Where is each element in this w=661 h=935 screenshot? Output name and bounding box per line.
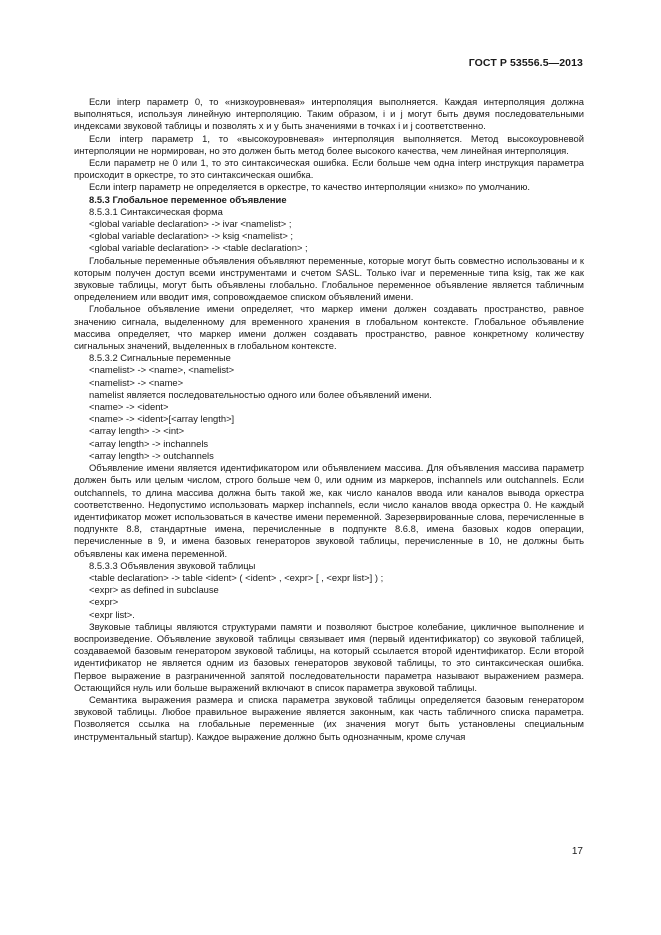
grammar-line: <array length> -> <int> xyxy=(89,425,185,437)
grammar-line: <global variable declaration> -> <table declaration> ; xyxy=(89,242,308,254)
section-heading-8-5-3: 8.5.3 Глобальное переменное объявление xyxy=(89,193,287,205)
grammar-line: <expr> xyxy=(89,596,119,608)
page-number: 17 xyxy=(571,846,583,857)
grammar-line: <name> -> <ident> xyxy=(89,401,169,413)
paragraph: Глобальное объявление имени определяет, что маркер имени должен создавать пространство, равное значению сигнала, выделенному для временного хранения в глобальном контексте. Глобальное объявление массива определяет, что маркер имени должен создавать пространство, равное конкретному количеству сигнальных значений, выделенных в глобальном контексте. xyxy=(74,303,584,352)
paragraph: Глобальные переменные объявления объявляют переменные, которые могут быть совместно использованы и к которым получен доступ всеми инструментами и счетом SASL. Только ivar и переменные типа ksig, так же как звуковые таблицы, могут быть объявлены глобально. Глобальное переменное объявление является табличным определением или вводит имя, сопровождаемое списком объявлений имени. xyxy=(74,254,584,303)
grammar-line: <namelist> -> <name> xyxy=(89,376,184,388)
paragraph: Объявление имени является идентификатором или объявлением массива. Для объявления массива параметр должен быть или целым числом, строго больше чем 0, или одним из маркеров, inchannels или outchannels. Если outchannels, то длина массива должна быть такой же, как число каналов ввода или каналов вывода оркестра соответственно. Недопустимо использовать маркер inchannels, если число каналов ввода оркестра 0. Не каждый идентификатор может использоваться в качестве имени переменной. Зарезервированные слова, перечисленные в подпункте 8.8, стандартные имена, перечисленные в подпункте 8.6.8, имена базовых кодов операции, перечисленные в 9, и имена базовых генераторов звуковой таблицы, перечисленные в 10, не должны быть объявлены как имена переменной. xyxy=(74,462,584,559)
grammar-line: <expr list>. xyxy=(89,608,135,620)
subsection-heading-8-5-3-1: 8.5.3.1 Синтаксическая форма xyxy=(89,205,223,217)
paragraph: Если interp параметр 1, то «высокоуровневая» интерполяция выполняется. Метод высокоуровневой интерполяции не нормирован, но это должен быть метод более высокого качества, чем линейная интерполяция. xyxy=(74,132,584,156)
document-id-header: ГОСТ Р 53556.5—2013 xyxy=(468,57,583,69)
paragraph: Если interp параметр не определяется в оркестре, то качество интерполяции «низко» по умолчанию. xyxy=(89,181,531,193)
grammar-line: <array length> -> inchannels xyxy=(89,437,209,449)
grammar-line: <global variable declaration> -> ksig <namelist> ; xyxy=(89,230,294,242)
document-body xyxy=(74,96,584,743)
grammar-line: <name> -> <ident>[<array length>] xyxy=(89,413,235,425)
subsection-heading-8-5-3-3: 8.5.3.3 Объявления звуковой таблицы xyxy=(89,559,256,571)
grammar-line: <table declaration> -> table <ident> ( <ident> , <expr> [ , <expr list>] ) ; xyxy=(89,571,384,583)
grammar-line: <array length> -> outchannels xyxy=(89,449,214,461)
grammar-note: namelist является последовательностью одного или более объявлений имени. xyxy=(89,388,432,400)
paragraph: Звуковые таблицы являются структурами памяти и позволяют быстрое колебание, цикличное выполнение и воспроизведение. Объявление звуковой таблицы связывает имя (первый идентификатор) со звуковой таблицей, создаваемой базовым генератором звуковой таблицы, на который ссылается второй идентификатор. Если второй идентификатор не является одним из базовых генераторов звуковой таблицы, то это синтаксическая ошибка. Первое выражение в разграниченной запятой последовательности параметра называют выражением размера. Остающийся нуль или больше выражений включают в список параметра звуковой таблицы. xyxy=(74,620,584,693)
paragraph: Если параметр не 0 или 1, то это синтаксическая ошибка. Если больше чем одна interp инструкция параметра происходит в оркестре, то это синтаксическая ошибка. xyxy=(74,157,584,181)
paragraph: Семантика выражения размера и списка параметра звуковой таблицы определяется базовым генератором звуковой таблицы. Любое правильное выражение является законным, как часть табличного списка параметра. Позволяется ссылка на глобальные переменные (их значения могут быть установлены специальным инструментальный startup). Каждое выражение должно быть однозначным, кроме случая xyxy=(74,693,584,742)
paragraph: Если interp параметр 0, то «низкоуровневая» интерполяция выполняется. Каждая интерполяция должна выполняться, используя линейную интерполяцию. Таким образом, i и j могут быть двумя последовательными индексами звуковой таблицы и позволять x и y быть значениями в точках i и j соответственно. xyxy=(74,96,584,132)
subsection-heading-8-5-3-2: 8.5.3.2 Сигнальные переменные xyxy=(89,352,231,364)
grammar-line: <expr> as defined in subclause xyxy=(89,584,219,596)
grammar-line: <namelist> -> <name>, <namelist> xyxy=(89,364,235,376)
grammar-line: <global variable declaration> -> ivar <namelist> ; xyxy=(89,218,292,230)
